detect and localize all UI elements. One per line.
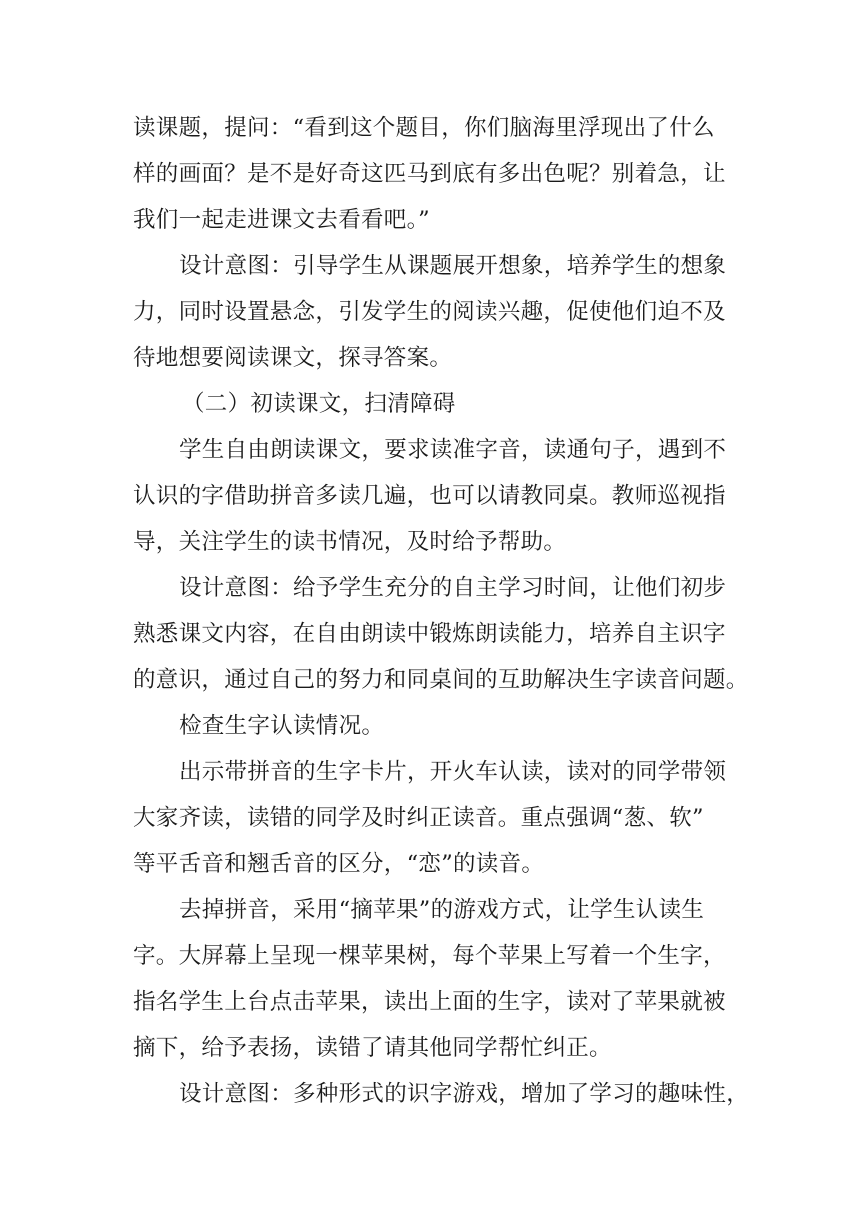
text-line: 大家齐读，读错的同学及时纠正读音。重点强调“葱、软” (133, 805, 704, 831)
text-line: 认识的字借助拼音多读几遍，也可以请教同桌。教师巡视指 (133, 483, 726, 509)
text-line: 设计意图：给予学生充分的自主学习时间，让他们初步 (179, 575, 727, 601)
section-heading: （二）初读课文，扫清障碍 (182, 391, 456, 417)
text-line: 等平舌音和翘舌音的区分，“恋”的读音。 (133, 851, 545, 877)
text-line: 的意识，通过自己的努力和同桌间的互助解决生字读音问题。 (133, 667, 749, 693)
text-line: 摘下，给予表扬，读错了请其他同学帮忙纠正。 (133, 1035, 612, 1061)
text-line: 去掉拼音，采用“摘苹果”的游戏方式，让学生认读生 (179, 897, 705, 923)
text-line: 设计意图：多种形式的识字游戏，增加了学习的趣味性， (179, 1081, 750, 1107)
text-line: 学生自由朗读课文，要求读准字音，读通句子，遇到不 (179, 437, 727, 463)
text-line: 检查生字认读情况。 (179, 713, 385, 739)
text-line: 我们一起走进课文去看看吧。” (133, 207, 430, 233)
text-line: 指名学生上台点击苹果，读出上面的生字，读对了苹果就被 (133, 989, 726, 1015)
text-line: 样的画面？是不是好奇这匹马到底有多出色呢？别着急，让 (133, 161, 726, 187)
text-line: 导，关注学生的读书情况，及时给予帮助。 (133, 529, 567, 555)
text-line: 出示带拼音的生字卡片，开火车认读，读对的同学带领 (179, 759, 727, 785)
text-line: 读课题，提问：“看到这个题目，你们脑海里浮现出了什么 (133, 115, 715, 141)
text-line: 字。大屏幕上呈现一棵苹果树，每个苹果上写着一个生字， (133, 943, 726, 969)
text-line: 设计意图：引导学生从课题展开想象，培养学生的想象 (179, 253, 727, 279)
text-line: 力，同时设置悬念，引发学生的阅读兴趣，促使他们迫不及 (133, 299, 726, 325)
text-line: 熟悉课文内容，在自由朗读中锻炼朗读能力，培养自主识字 (133, 621, 726, 647)
text-line: 待地想要阅读课文，探寻答案。 (133, 345, 453, 371)
